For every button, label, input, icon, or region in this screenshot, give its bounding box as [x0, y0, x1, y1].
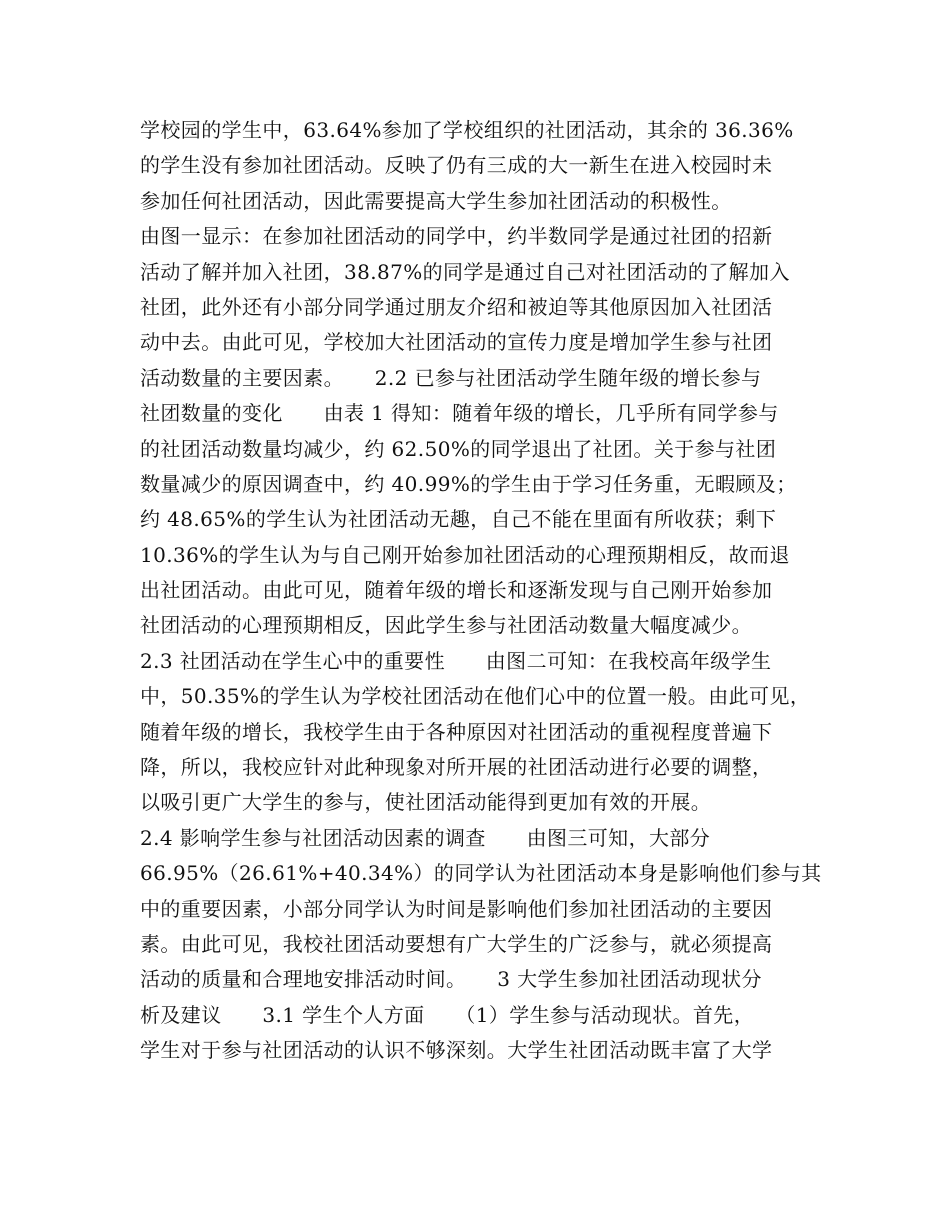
text-line: 降，所以，我校应针对此种现象对所开展的社团活动进行必要的调整，: [140, 755, 773, 780]
text-line: 10.36%的学生认为与自己刚开始参加社团活动的心理预期相反，故而退: [140, 542, 790, 567]
text-line: 析及建议 3.1 学生个人方面 （1）学生参与活动现状。首先，: [140, 1002, 755, 1027]
text-line: 素。由此可见，我校社团活动要想有广大学生的广泛参与，就必须提高: [140, 931, 773, 956]
text-line: 社团数量的变化 由表 1 得知：随着年级的增长，几乎所有同学参与: [140, 401, 779, 426]
text-line: 出社团活动。由此可见，随着年级的增长和逐渐发现与自己刚开始参加: [140, 578, 773, 603]
text-line: 社团，此外还有小部分同学通过朋友介绍和被迫等其他原因加入社团活: [140, 294, 773, 319]
text-line: 2.4 影响学生参与社团活动因素的调查 由图三可知，大部分: [140, 825, 711, 850]
text-line: 活动的质量和合理地安排活动时间。 3 大学生参加社团活动现状分: [140, 967, 762, 992]
text-line: 由图一显示：在参加社团活动的同学中，约半数同学是通过社团的招新: [140, 224, 773, 249]
text-line: 学生对于参与社团活动的认识不够深刻。大学生社团活动既丰富了大学: [140, 1038, 773, 1063]
body-text: [140, 113, 820, 1069]
text-line: 参加任何社团活动，因此需要提高大学生参加社团活动的积极性。: [140, 188, 732, 213]
text-line: 中的重要因素，小部分同学认为时间是影响他们参加社团活动的主要因: [140, 896, 773, 921]
text-line: 以吸引更广大学生的参与，使社团活动能得到更加有效的开展。: [140, 790, 712, 815]
text-line: 动中去。由此可见，学校加大社团活动的宣传力度是增加学生参与社团: [140, 330, 773, 355]
text-line: 随着年级的增长，我校学生由于各种原因对社团活动的重视程度普遍下: [140, 719, 773, 744]
text-line: 数量减少的原因调查中，约 40.99%的学生由于学习任务重，无暇顾及；: [140, 471, 797, 496]
text-line: 中，50.35%的学生认为学校社团活动在他们心中的位置一般。由此可见，: [140, 684, 811, 709]
text-line: 2.3 社团活动在学生心中的重要性 由图二可知：在我校高年级学生: [140, 648, 772, 673]
text-line: 约 48.65%的学生认为社团活动无趣，自己不能在里面有所收获；剩下: [140, 507, 777, 532]
text-line: 学校园的学生中，63.64%参加了学校组织的社团活动，其余的 36.36%: [140, 118, 794, 142]
text-line: 66.95%（26.61%+40.34%）的同学认为社团活动本身是影响他们参与其: [140, 861, 822, 886]
text-line: 的社团活动数量均减少，约 62.50%的同学退出了社团。关于参与社团: [140, 436, 777, 461]
text-line: 的学生没有参加社团活动。反映了仍有三成的大一新生在进入校园时未: [140, 153, 773, 178]
text-line: 社团活动的心理预期相反，因此学生参与社团活动数量大幅度减少。: [140, 613, 752, 638]
text-line: 活动数量的主要因素。 2.2 已参与社团活动学生随年级的增长参与: [140, 365, 762, 390]
text-line: 活动了解并加入社团，38.87%的同学是通过自己对社团活动的了解加入: [140, 259, 790, 284]
